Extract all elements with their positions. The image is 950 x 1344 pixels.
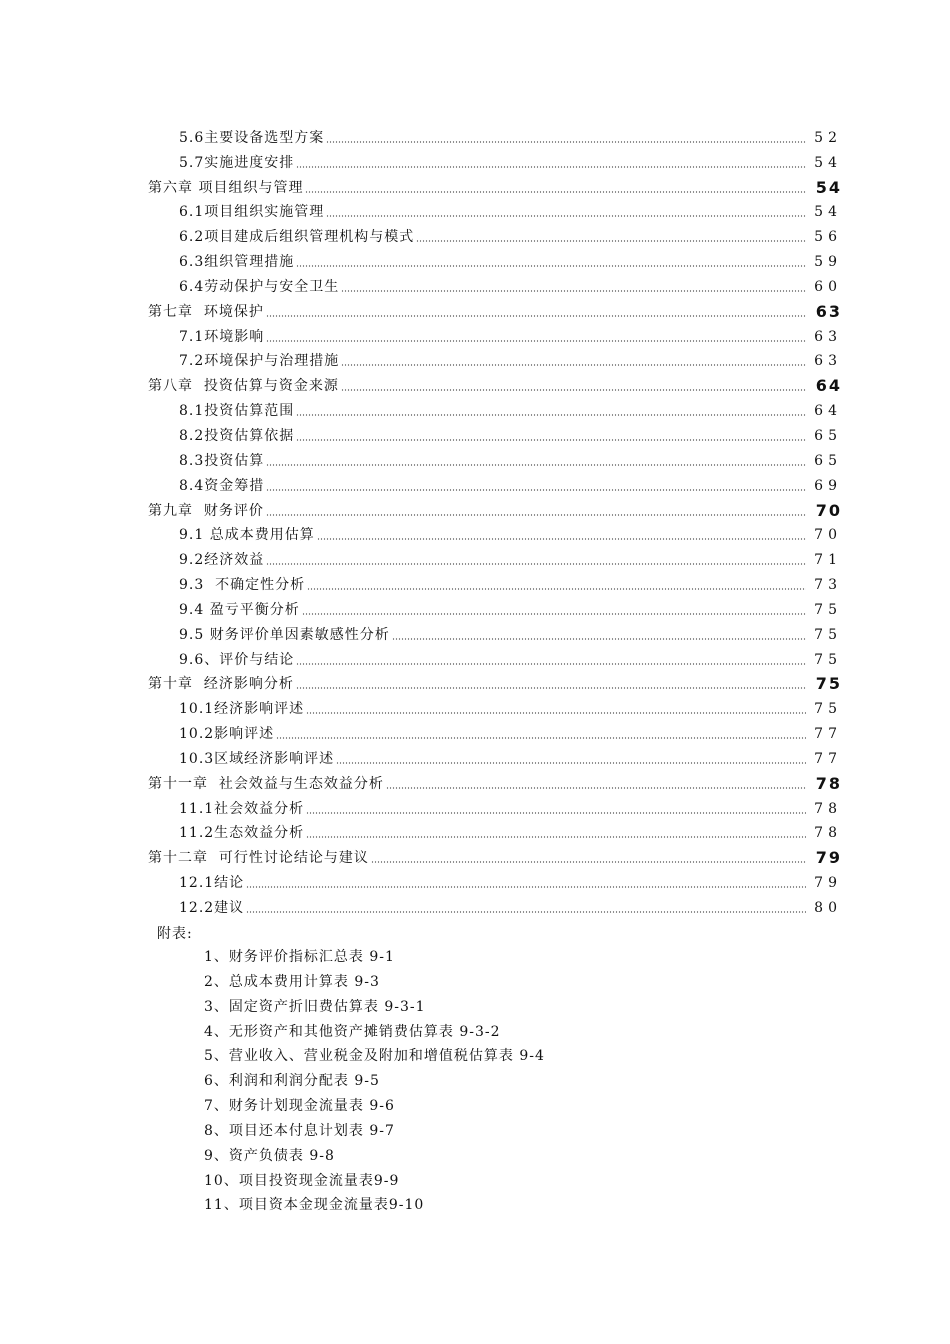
dot-leader — [305, 191, 806, 193]
toc-page-number: 70 — [814, 527, 842, 544]
dot-leader — [296, 439, 806, 441]
toc-entry-label: 9.3 不确定性分析 — [179, 577, 306, 594]
toc-page-number: 60 — [814, 278, 842, 295]
toc-section-row[interactable] — [0, 248, 950, 273]
toc-chapter-row[interactable] — [0, 372, 950, 397]
dot-leader — [306, 712, 806, 714]
toc-section-row[interactable] — [0, 894, 950, 919]
dot-leader — [302, 613, 806, 615]
toc-page-number: 80 — [814, 900, 842, 916]
appendix-item: 3、固定资产折旧费估算表 9-3-1 — [204, 998, 426, 1015]
toc-entry-label: 6.4劳动保护与安全卫生 — [179, 278, 340, 295]
dot-leader — [371, 861, 806, 863]
toc-section-row[interactable] — [0, 720, 950, 745]
dot-leader — [386, 787, 806, 789]
dot-leader — [341, 389, 806, 391]
toc-chapter-row[interactable] — [0, 174, 950, 199]
toc-section-row[interactable] — [0, 273, 950, 298]
appendix-item: 2、总成本费用计算表 9-3 — [204, 973, 380, 990]
table-of-contents — [0, 124, 950, 919]
toc-page-number: 75 — [814, 651, 842, 668]
toc-entry-label: 第六章 项目组织与管理 — [148, 179, 304, 196]
dot-leader — [296, 166, 806, 168]
appendix-item: 7、财务计划现金流量表 9-6 — [204, 1098, 395, 1115]
toc-chapter-row[interactable] — [0, 671, 950, 696]
toc-entry-label: 7.2环境保护与治理措施 — [179, 353, 340, 370]
toc-page-number: 70 — [815, 500, 842, 520]
dot-leader — [326, 215, 806, 217]
toc-section-row[interactable] — [0, 397, 950, 422]
toc-page-number: 71 — [814, 552, 842, 569]
appendix-item: 6、利润和利润分配表 9-5 — [204, 1073, 380, 1090]
toc-section-row[interactable] — [0, 745, 950, 770]
toc-chapter-row[interactable] — [0, 298, 950, 323]
dot-leader — [266, 514, 806, 516]
appendix-list — [204, 947, 545, 1220]
dot-leader — [341, 364, 806, 366]
appendix-item: 10、项目投资现金流量表9-9 — [204, 1172, 400, 1189]
toc-section-row[interactable] — [0, 472, 950, 497]
dot-leader — [296, 687, 806, 689]
toc-entry-label: 5.6主要设备选型方案 — [179, 129, 325, 146]
toc-page-number: 63 — [814, 328, 842, 345]
toc-entry-label: 10.3区域经济影响评述 — [179, 750, 335, 767]
toc-entry-label: 8.3投资估算 — [179, 452, 265, 469]
dot-leader — [416, 240, 806, 242]
toc-section-row[interactable] — [0, 695, 950, 720]
toc-page-number: 54 — [814, 154, 842, 171]
toc-page-number: 78 — [814, 800, 842, 817]
toc-entry-label: 8.1投资估算范围 — [179, 403, 295, 420]
toc-page-number: 65 — [814, 452, 842, 469]
toc-section-row[interactable] — [0, 323, 950, 348]
toc-page-number: 77 — [814, 726, 842, 743]
dot-leader — [306, 836, 806, 838]
toc-page-number: 79 — [814, 875, 842, 892]
toc-page-number: 77 — [814, 750, 842, 767]
toc-section-row[interactable] — [0, 223, 950, 248]
toc-entry-label: 第七章 环境保护 — [148, 303, 264, 320]
dot-leader — [296, 414, 806, 416]
toc-entry-label: 8.4资金筹措 — [179, 477, 265, 494]
toc-page-number: 54 — [814, 204, 842, 221]
appendix-title: 附表: — [157, 926, 193, 942]
dot-leader — [296, 663, 806, 665]
toc-page-number: 75 — [814, 601, 842, 618]
toc-section-row[interactable] — [0, 124, 950, 149]
toc-entry-label: 9.2经济效益 — [179, 552, 265, 569]
appendix-item: 1、财务评价指标汇总表 9-1 — [204, 949, 395, 965]
appendix-item: 8、项目还本付息计划表 9-7 — [204, 1122, 395, 1139]
toc-entry-label: 6.2项目建成后组织管理机构与模式 — [179, 229, 415, 246]
dot-leader — [306, 812, 806, 814]
dot-leader — [296, 265, 806, 267]
toc-page-number: 69 — [814, 477, 842, 494]
toc-entry-label: 6.1项目组织实施管理 — [179, 204, 325, 221]
toc-page-number: 75 — [814, 701, 842, 718]
dot-leader — [266, 340, 806, 342]
dot-leader — [392, 638, 806, 640]
toc-page-number: 63 — [814, 353, 842, 370]
toc-section-row[interactable] — [0, 149, 950, 174]
toc-entry-label: 第八章 投资估算与资金来源 — [148, 378, 339, 395]
dot-leader — [276, 737, 806, 739]
toc-page-number: 56 — [814, 229, 842, 246]
toc-section-row[interactable] — [0, 447, 950, 472]
toc-page-number: 73 — [814, 577, 842, 594]
toc-entry-label: 5.7实施进度安排 — [179, 154, 295, 171]
appendix-item: 11、项目资本金现金流量表9-10 — [204, 1197, 425, 1214]
toc-page-number: 54 — [815, 177, 842, 197]
dot-leader — [341, 290, 806, 292]
toc-page-number: 59 — [814, 254, 842, 271]
toc-entry-label: 8.2投资估算依据 — [179, 427, 295, 444]
toc-section-row[interactable] — [0, 646, 950, 671]
toc-page-number: 78 — [814, 825, 842, 842]
dot-leader — [266, 315, 806, 317]
appendix-item: 5、营业收入、营业税金及附加和增值税估算表 9-4 — [204, 1048, 545, 1065]
toc-section-row[interactable] — [0, 869, 950, 894]
toc-entry-label: 10.1经济影响评述 — [179, 701, 305, 718]
dot-leader — [266, 489, 806, 491]
toc-page-number: 63 — [815, 301, 842, 321]
dot-leader — [317, 538, 806, 540]
toc-section-row[interactable] — [0, 795, 950, 820]
toc-section-row[interactable] — [0, 348, 950, 373]
toc-page-number: 78 — [815, 773, 842, 793]
toc-section-row[interactable] — [0, 571, 950, 596]
toc-page-number: 65 — [814, 427, 842, 444]
dot-leader — [246, 886, 806, 888]
toc-page-number: 64 — [815, 376, 842, 396]
toc-entry-label: 9.5 财务评价单因素敏感性分析 — [179, 626, 390, 643]
toc-entry-label: 第九章 财务评价 — [148, 502, 264, 519]
toc-entry-label: 9.4 盈亏平衡分析 — [179, 601, 300, 618]
toc-section-row[interactable] — [0, 199, 950, 224]
dot-leader — [307, 588, 806, 590]
toc-page-number: 64 — [814, 403, 842, 420]
toc-section-row[interactable] — [0, 820, 950, 845]
toc-entry-label: 第十二章 可行性讨论结论与建议 — [148, 850, 369, 867]
appendix-item: 9、资产负债表 9-8 — [204, 1147, 335, 1164]
dot-leader — [336, 762, 806, 764]
toc-entry-label: 11.1社会效益分析 — [179, 800, 305, 817]
toc-entry-label: 9.6、评价与结论 — [179, 651, 295, 668]
toc-chapter-row[interactable] — [0, 770, 950, 795]
dot-leader — [266, 563, 806, 565]
toc-section-row[interactable] — [0, 422, 950, 447]
toc-chapter-row[interactable] — [0, 497, 950, 522]
appendix-item: 4、无形资产和其他资产摊销费估算表 9-3-2 — [204, 1023, 501, 1040]
toc-section-row[interactable] — [0, 621, 950, 646]
toc-entry-label: 第十一章 社会效益与生态效益分析 — [148, 775, 384, 792]
toc-entry-label: 10.2影响评述 — [179, 726, 275, 743]
toc-entry-label: 9.1 总成本费用估算 — [179, 527, 315, 544]
toc-section-row[interactable] — [0, 522, 950, 547]
dot-leader — [326, 141, 806, 143]
dot-leader — [246, 911, 806, 913]
toc-page-number: 79 — [815, 848, 842, 868]
toc-entry-label: 12.2建议 — [179, 900, 245, 916]
toc-entry-label: 11.2生态效益分析 — [179, 825, 305, 842]
toc-page-number: 75 — [815, 674, 842, 694]
toc-page-number: 75 — [814, 626, 842, 643]
toc-entry-label: 7.1环境影响 — [179, 328, 265, 345]
dot-leader — [266, 464, 806, 466]
toc-section-row[interactable] — [0, 596, 950, 621]
toc-page-number: 52 — [814, 129, 842, 146]
toc-entry-label: 12.1结论 — [179, 875, 245, 892]
toc-entry-label: 第十章 经济影响分析 — [148, 676, 294, 693]
toc-entry-label: 6.3组织管理措施 — [179, 254, 295, 271]
toc-section-row[interactable] — [0, 546, 950, 571]
toc-chapter-row[interactable] — [0, 844, 950, 869]
